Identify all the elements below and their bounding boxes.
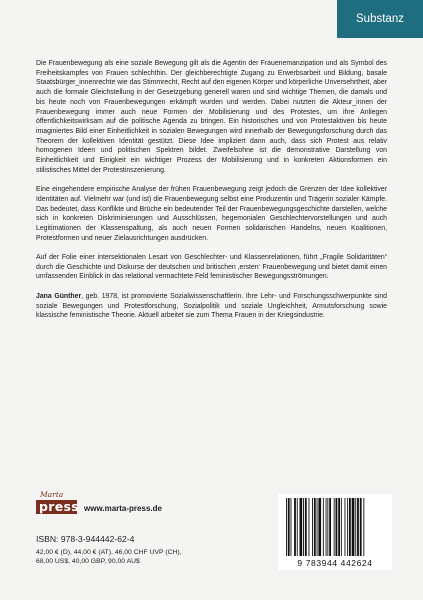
publisher-logo-bottom: press <box>36 500 77 514</box>
publisher-logo-top: Marta <box>40 490 64 499</box>
price-line: 42,00 € (D), 44,00 € (AT), 46,00 CHF UVP (CH), <box>36 548 182 556</box>
barcode-bar <box>334 498 335 556</box>
barcode-bar <box>357 498 359 556</box>
barcode-bar <box>291 498 292 556</box>
barcode-bar <box>326 498 327 556</box>
barcode-bar <box>309 498 310 556</box>
barcode-bar <box>336 498 338 556</box>
barcode-bar <box>300 498 303 556</box>
isbn: ISBN: 978-3-944442-62-4 <box>36 534 135 544</box>
barcode-bar <box>341 498 342 556</box>
blurb-paragraph: Die Frauenbewegung als eine soziale Bewegung gilt als die Agentin der Frauenemanzipation und als Symbol des Freiheitskampfes von Frauen schlechthin. Der gleichberechtigte Zugang zu Erwerbsarbeit und Bildung, basale Staatsbürger_innenrechte wie das Stimmrecht, Recht auf den eigenen Körper und körperliche Unversehrtheit, aber auch die formale Gleichstellung in der Gesetzgebung generell waren und sind wichtige Themen, die damals und bis heute noch von Frauenbewegungen erkämpft wurden und werden. Dabei nutzten die Akteur_innen der Frauenbewegung immer auch neue Formen der Mobilisierung und des Protestes, um ihre Anliegen öffentlichkeitswirksam auf die politische Agenda zu bringen. Ein historisches und von Protestaktiven bis heute imaginiertes Bild einer Einheitlichkeit in sozialen Bewegungen wird innerhalb der Bewegungsforschung durch das Theorem der kollektiven Identität gestützt. Diese Idee impliziert dann auch, dass sich Protest aus relativ homogenen Ideen und politischen Spektren bildet. Zweifelsohne ist die demonstrative Darstellung von Einheitlichkeit und Einigkeit ein wichtiger Prozess der Mobilisierung und in konkreten Aktionsformen ein stilistisches Mittel der Protestinszenierung. <box>36 60 387 174</box>
barcode-bar <box>338 498 340 556</box>
barcode <box>278 494 392 570</box>
back-cover-blurb <box>36 59 387 321</box>
publisher-url: www.marta-press.de <box>84 504 162 513</box>
barcode-bar <box>314 498 316 556</box>
author-bio-text: , geb. 1978, ist promovierte Sozialwissenschaftlerin. Ihre Lehr- und Forschungsschwerpunkte sind soziale Bewegungen und Protestforschung, Sozialpolitik und soziale Ungleichheit, Armutsforschung sowie klassische feministische Theorie. Aktuell arbeitet sie zum Thema Frauen in der Kriegsindustrie. <box>36 292 388 320</box>
barcode-bar <box>329 498 331 556</box>
blurb-paragraph: Auf der Folie einer intersektionalen Lesart von Geschlechter- und Klassenrelationen, führt „Fragile Solidaritäten“ durch die Geschichte und Diskurse der deutschen und britischen ‚ersten‘ Frauenbewegung und bietet damit einen umfassenden Einblick in das relational vermachtete Feld feministischer Bewegungsströmungen. <box>36 254 387 281</box>
barcode-bar <box>288 498 290 556</box>
barcode-bar <box>297 498 298 556</box>
barcode-bar <box>363 498 364 556</box>
barcode-bar <box>318 498 321 556</box>
author-bio <box>36 292 387 321</box>
barcode-bar <box>305 498 307 556</box>
price-line: 68,00 US$, 40,00 GBP, 90,00 AU$ <box>36 558 140 566</box>
series-label: Substanz <box>337 0 423 38</box>
barcode-bar <box>323 498 324 556</box>
blurb-paragraph: Eine eingehendere empirische Analyse der frühen Frauenbewegung zeigt jedoch die Grenzen der Idee kollektiver Identitäten auf. Vielmehr war (und ist) die Frauenbewegung selbst eine Produzentin und Trägerin sozialer Kämpfe. Das bedeutet, dass Konflikte und Brüche ein bedeutender Teil der Frauenbewegungsgeschichte darstellen, welche sich in konkreten Diskriminierungen und Ausschlüssen, hegemonialen Geschlechtervorstellungen und auch Legitimationen der Klassenspaltung, als auch neuen Formen solidarischen Handelns, neuen Koalitionen, Protestformen und neuer Zielausrichtungen ausdrücken. <box>36 186 387 242</box>
barcode-bar <box>312 498 313 556</box>
barcode-bar <box>327 498 328 556</box>
barcode-bar <box>360 498 362 556</box>
barcode-bar <box>345 498 346 556</box>
barcode-bar <box>355 498 356 556</box>
barcode-graphic <box>278 494 392 570</box>
barcode-bar <box>349 498 351 556</box>
barcode-bar <box>317 498 318 556</box>
barcode-bar <box>303 498 304 556</box>
isbn-block <box>36 534 256 567</box>
barcode-bar <box>286 498 287 556</box>
barcode-bar <box>352 498 355 556</box>
publisher-logo <box>36 491 77 520</box>
author-name: Jana Günther <box>36 292 82 300</box>
barcode-bar <box>347 498 348 556</box>
barcode-digits: 9 783944 442624 <box>297 558 373 568</box>
barcode-bar <box>294 498 296 556</box>
